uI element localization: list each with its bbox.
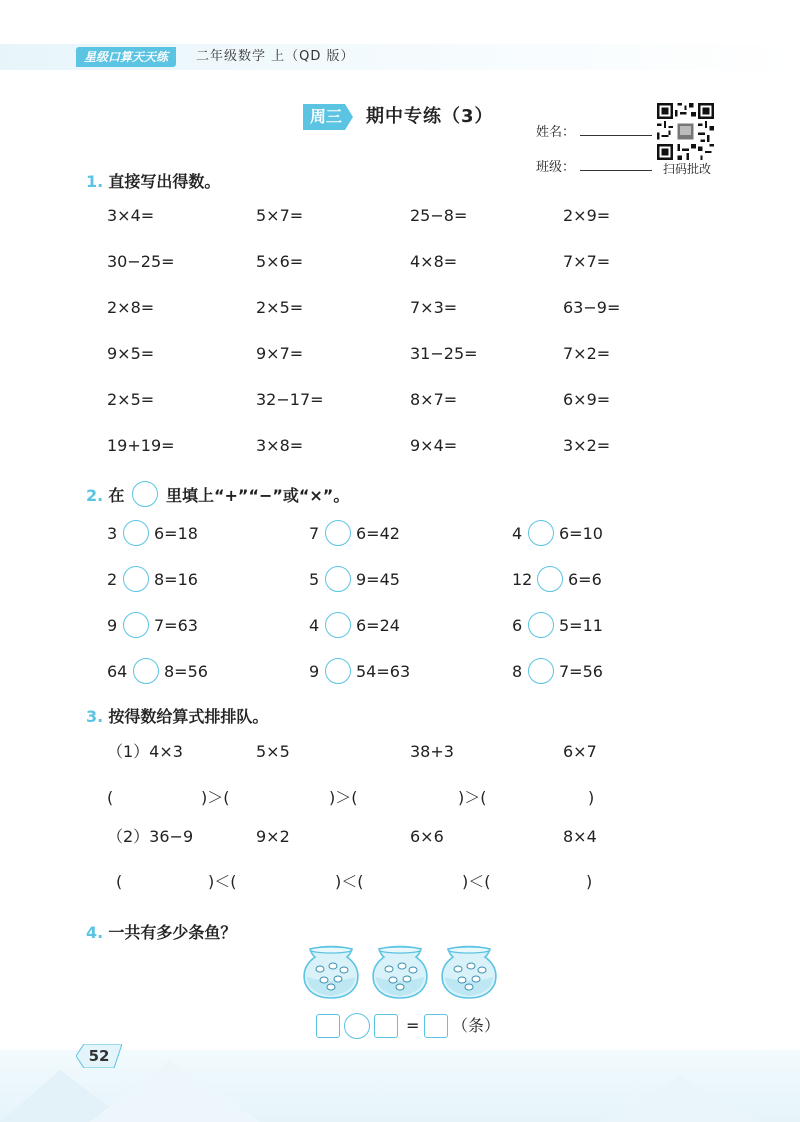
calc-item: 9×7= xyxy=(256,344,304,363)
section-3-title: 按得数给算式排排队。 xyxy=(108,707,269,726)
order-paren: )＞( xyxy=(201,788,230,807)
sort-expression: （2）36−9 xyxy=(107,827,194,846)
calc-item: 7×3= xyxy=(410,298,458,317)
operand-left: 5 xyxy=(309,570,320,589)
operand-right: 6=18 xyxy=(154,524,198,543)
order-paren: )＞( xyxy=(458,788,487,807)
order-blank[interactable] xyxy=(250,786,326,808)
operand-right: 6=10 xyxy=(559,524,603,543)
section-2-title-pre: 在 xyxy=(108,486,125,505)
calc-item: 31−25= xyxy=(410,344,478,363)
section-2-heading xyxy=(86,483,124,506)
operand-left: 4 xyxy=(309,616,320,635)
operator-circle[interactable] xyxy=(528,612,554,638)
order-paren: )＜( xyxy=(208,872,237,891)
section-1-number: 1. xyxy=(86,172,104,191)
calc-item: 63−9= xyxy=(563,298,621,317)
name-field[interactable] xyxy=(580,121,652,136)
sort-expression: 38+3 xyxy=(410,742,454,761)
section-4-title: 一共有多少条鱼？ xyxy=(108,923,237,942)
operand-right: 6=6 xyxy=(568,570,602,589)
operand-left: 7 xyxy=(309,524,320,543)
operand-right: 7=63 xyxy=(154,616,198,635)
day-tag: 周三 xyxy=(309,107,342,126)
calc-item: 2×9= xyxy=(563,206,611,225)
calc-item: 7×7= xyxy=(563,252,611,271)
order-paren: ( xyxy=(116,872,123,891)
operator-circle[interactable] xyxy=(325,566,351,592)
section-1-heading xyxy=(86,169,220,192)
operand-left: 4 xyxy=(512,524,523,543)
answer-box[interactable] xyxy=(316,1014,340,1038)
operand-left: 3 xyxy=(107,524,118,543)
order-blank[interactable] xyxy=(507,786,583,808)
example-circle xyxy=(132,481,158,507)
calc-item: 7×2= xyxy=(563,344,611,363)
operator-circle[interactable] xyxy=(123,520,149,546)
series-badge: 星级口算天天练 xyxy=(76,47,176,67)
calc-item: 9×5= xyxy=(107,344,155,363)
order-blank[interactable] xyxy=(256,870,332,892)
calc-item: 9×4= xyxy=(410,436,458,455)
section-4-heading xyxy=(86,920,236,943)
operator-circle[interactable] xyxy=(325,658,351,684)
fishbowl-icon xyxy=(369,945,431,1000)
calc-item: 30−25= xyxy=(107,252,175,271)
operand-right: 9=45 xyxy=(356,570,400,589)
equals-sign: = xyxy=(406,1016,420,1035)
operator-circle[interactable] xyxy=(133,658,159,684)
section-2-title: 里填上“+”“−”或“×”。 xyxy=(166,486,350,505)
operand-left: 2 xyxy=(107,570,118,589)
order-paren: ) xyxy=(586,872,593,891)
operator-circle[interactable] xyxy=(325,612,351,638)
calc-item: 2×5= xyxy=(256,298,304,317)
operand-left: 12 xyxy=(512,570,533,589)
fishbowl-icon xyxy=(300,945,362,1000)
operand-right: 5=11 xyxy=(559,616,603,635)
qr-code-icon[interactable] xyxy=(657,103,714,160)
class-field[interactable] xyxy=(580,156,652,171)
sort-expression: 6×6 xyxy=(410,827,444,846)
qr-caption: 扫码批改 xyxy=(662,162,711,176)
operand-right: 7=56 xyxy=(559,662,603,681)
order-paren: )＜( xyxy=(335,872,364,891)
section-1-title: 直接写出得数。 xyxy=(108,172,221,191)
order-paren: )＜( xyxy=(462,872,491,891)
operator-circle[interactable] xyxy=(344,1013,370,1039)
order-paren: ) xyxy=(588,788,595,807)
page-number: 52 xyxy=(88,1047,110,1065)
operand-left: 6 xyxy=(512,616,523,635)
book-title: 二年级数学 上（QD 版） xyxy=(196,49,355,64)
calc-item: 4×8= xyxy=(410,252,458,271)
operator-circle[interactable] xyxy=(123,566,149,592)
order-paren: )＞( xyxy=(329,788,358,807)
unit-label: （条） xyxy=(452,1016,501,1035)
section-3-heading xyxy=(86,704,268,727)
operand-left: 9 xyxy=(309,662,320,681)
calc-item: 25−8= xyxy=(410,206,468,225)
calc-item: 3×2= xyxy=(563,436,611,455)
name-label: 姓名： xyxy=(536,125,576,140)
fishbowl-icon xyxy=(438,945,500,1000)
operand-right: 6=42 xyxy=(356,524,400,543)
operand-right: 8=16 xyxy=(154,570,198,589)
section-2-number: 2. xyxy=(86,486,104,505)
sort-expression: 6×7 xyxy=(563,742,597,761)
operator-circle[interactable] xyxy=(123,612,149,638)
calc-item: 2×5= xyxy=(107,390,155,409)
operator-circle[interactable] xyxy=(325,520,351,546)
sort-expression: 8×4 xyxy=(563,827,597,846)
calc-item: 3×8= xyxy=(256,436,304,455)
order-blank[interactable] xyxy=(118,786,196,808)
answer-box[interactable] xyxy=(374,1014,398,1038)
calc-item: 5×7= xyxy=(256,206,304,225)
operand-left: 64 xyxy=(107,662,128,681)
operator-circle[interactable] xyxy=(528,658,554,684)
order-blank[interactable] xyxy=(511,870,587,892)
calc-item: 2×8= xyxy=(107,298,155,317)
class-label: 班级： xyxy=(536,160,576,175)
calc-item: 6×9= xyxy=(563,390,611,409)
operand-left: 8 xyxy=(512,662,523,681)
calc-item: 3×4= xyxy=(107,206,155,225)
operand-right: 54=63 xyxy=(356,662,411,681)
operand-right: 6=24 xyxy=(356,616,400,635)
sort-expression: （1）4×3 xyxy=(107,742,183,761)
calc-item: 32−17= xyxy=(256,390,324,409)
operand-left: 9 xyxy=(107,616,118,635)
order-blank[interactable] xyxy=(127,870,205,892)
order-blank[interactable] xyxy=(384,870,460,892)
sort-expression: 9×2 xyxy=(256,827,290,846)
operator-circle[interactable] xyxy=(537,566,563,592)
section-4-number: 4. xyxy=(86,923,104,942)
order-blank[interactable] xyxy=(378,786,454,808)
calc-item: 19+19= xyxy=(107,436,175,455)
order-paren: ( xyxy=(107,788,114,807)
section-3-number: 3. xyxy=(86,707,104,726)
sort-expression: 5×5 xyxy=(256,742,290,761)
answer-box[interactable] xyxy=(424,1014,448,1038)
page-title: 期中专练（3） xyxy=(366,106,494,127)
calc-item: 8×7= xyxy=(410,390,458,409)
calc-item: 5×6= xyxy=(256,252,304,271)
operator-circle[interactable] xyxy=(528,520,554,546)
operand-right: 8=56 xyxy=(164,662,208,681)
